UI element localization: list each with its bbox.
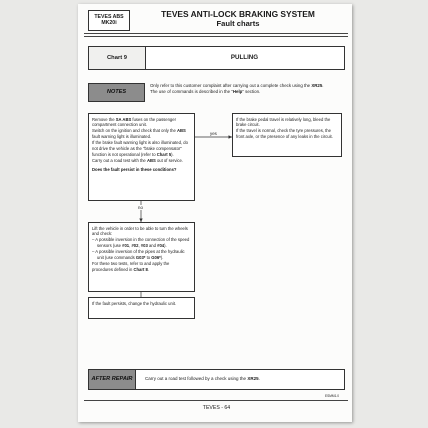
step-2-intro: Lift the vehicle in order to be able to turn the wheels and check:: [92, 225, 188, 237]
step-1-question: Does the fault persist in these conditions?: [92, 167, 177, 173]
notes-line-2-end: " section.: [242, 89, 261, 95]
step-2-bullet-2: [92, 249, 191, 261]
after-text-a: Carry out a road test followed by a check using the: [145, 376, 248, 381]
title-text: TEVES ANTI-LOCK BRAKING SYSTEM: [161, 9, 315, 19]
s1-t2b: ABS: [176, 128, 186, 134]
s1-t2: Switch on the ignition and check that only the: [92, 128, 177, 134]
notes-line-1-bold: XR25: [311, 83, 323, 88]
s2-b1g: and: [147, 243, 158, 249]
s2-b1d: #02: [131, 243, 139, 249]
s1-t2c: fault warning light is illuminated.: [92, 134, 152, 140]
s2-b1e: ,: [138, 243, 141, 249]
s1-t1b: SA ABS: [115, 116, 132, 122]
s2-b1f: #03: [140, 243, 148, 249]
step-2-box: [88, 222, 195, 292]
subtitle-text: Fault charts: [216, 18, 260, 28]
s1-t1c: fuses on the passenger compartment connection unit.: [92, 116, 176, 128]
after-text-b: XR25: [247, 376, 259, 381]
notes-label: NOTES: [88, 83, 145, 102]
step-2-bullet-1: [92, 237, 191, 249]
s1-t4c: out of service.: [155, 158, 184, 164]
model-line-2: MK20i: [101, 20, 117, 26]
model-line-1: TEVES ABS: [94, 13, 124, 20]
s1-t3c: ).: [171, 152, 174, 158]
s2-b2b: G03*: [135, 255, 146, 261]
notes-line-2-bold: Help: [232, 89, 243, 95]
yes-label: yes: [210, 131, 217, 136]
step-2-outro: [92, 261, 191, 273]
step-yes-line-1: If the brake pedal travel is relatively long, bleed the brake circuit.: [236, 116, 331, 128]
s2-outro-b: Chart 8: [133, 267, 148, 273]
s2-b1i: ).: [164, 243, 167, 249]
footer-divider: [84, 400, 348, 401]
notes-line-1-end: .: [322, 83, 324, 88]
s1-t4b: ABS: [146, 158, 156, 164]
s2-outro-c: .: [147, 267, 150, 273]
s2-b2a: – A possible inversion of the pipes at the hydraulic unit (use commands: [92, 249, 185, 261]
s2-b2c: to: [145, 255, 152, 261]
s2-outro-a: For these two tests, refer to and apply the procedures defined in: [92, 261, 170, 273]
chart-number: Chart 9: [89, 47, 146, 69]
step-yes-box: [232, 113, 342, 157]
document-reference: ESMM1.0: [325, 394, 339, 398]
s2-b2d: G06*: [151, 255, 161, 261]
step-yes-line-2: If the travel is normal, check the tyre pressures, the front axle, or the presence of any leaks in the circuit.: [236, 128, 333, 140]
chart-name: PULLING: [230, 54, 259, 61]
s2-b1a: – A possible inversion in the connection of the speed sensors (use: [92, 237, 190, 249]
s2-b1c: ,: [129, 243, 132, 249]
after-repair-label: AFTER REPAIR: [88, 369, 136, 390]
no-label: no: [138, 205, 143, 210]
notes-line-1-text: Only refer to this customer complaint after carrying out a complete check using the: [150, 83, 312, 88]
notes-line-2-text: The use of commands is described in the ": [150, 89, 233, 95]
page-number: TEVES - 64: [202, 405, 231, 411]
after-repair-text: [145, 376, 260, 381]
s2-b1h: #04: [157, 243, 165, 249]
s1-t4: Carry out a road test with the: [92, 158, 147, 164]
s2-b2e: ).: [160, 255, 164, 261]
s2-b1b: #01: [122, 243, 130, 249]
s1-t3b: Chart 5: [156, 152, 172, 158]
step-3-box: [88, 297, 195, 319]
step-3-text: If the fault persists, change the hydraulic unit.: [92, 300, 177, 306]
s1-t3: If the brake fault warning light is also illuminated, do not drive the vehicle as the "brake compensator" function is not operational (refer to: [92, 140, 188, 158]
s1-t1: Remove the: [92, 116, 116, 122]
after-text-c: .: [258, 376, 260, 381]
